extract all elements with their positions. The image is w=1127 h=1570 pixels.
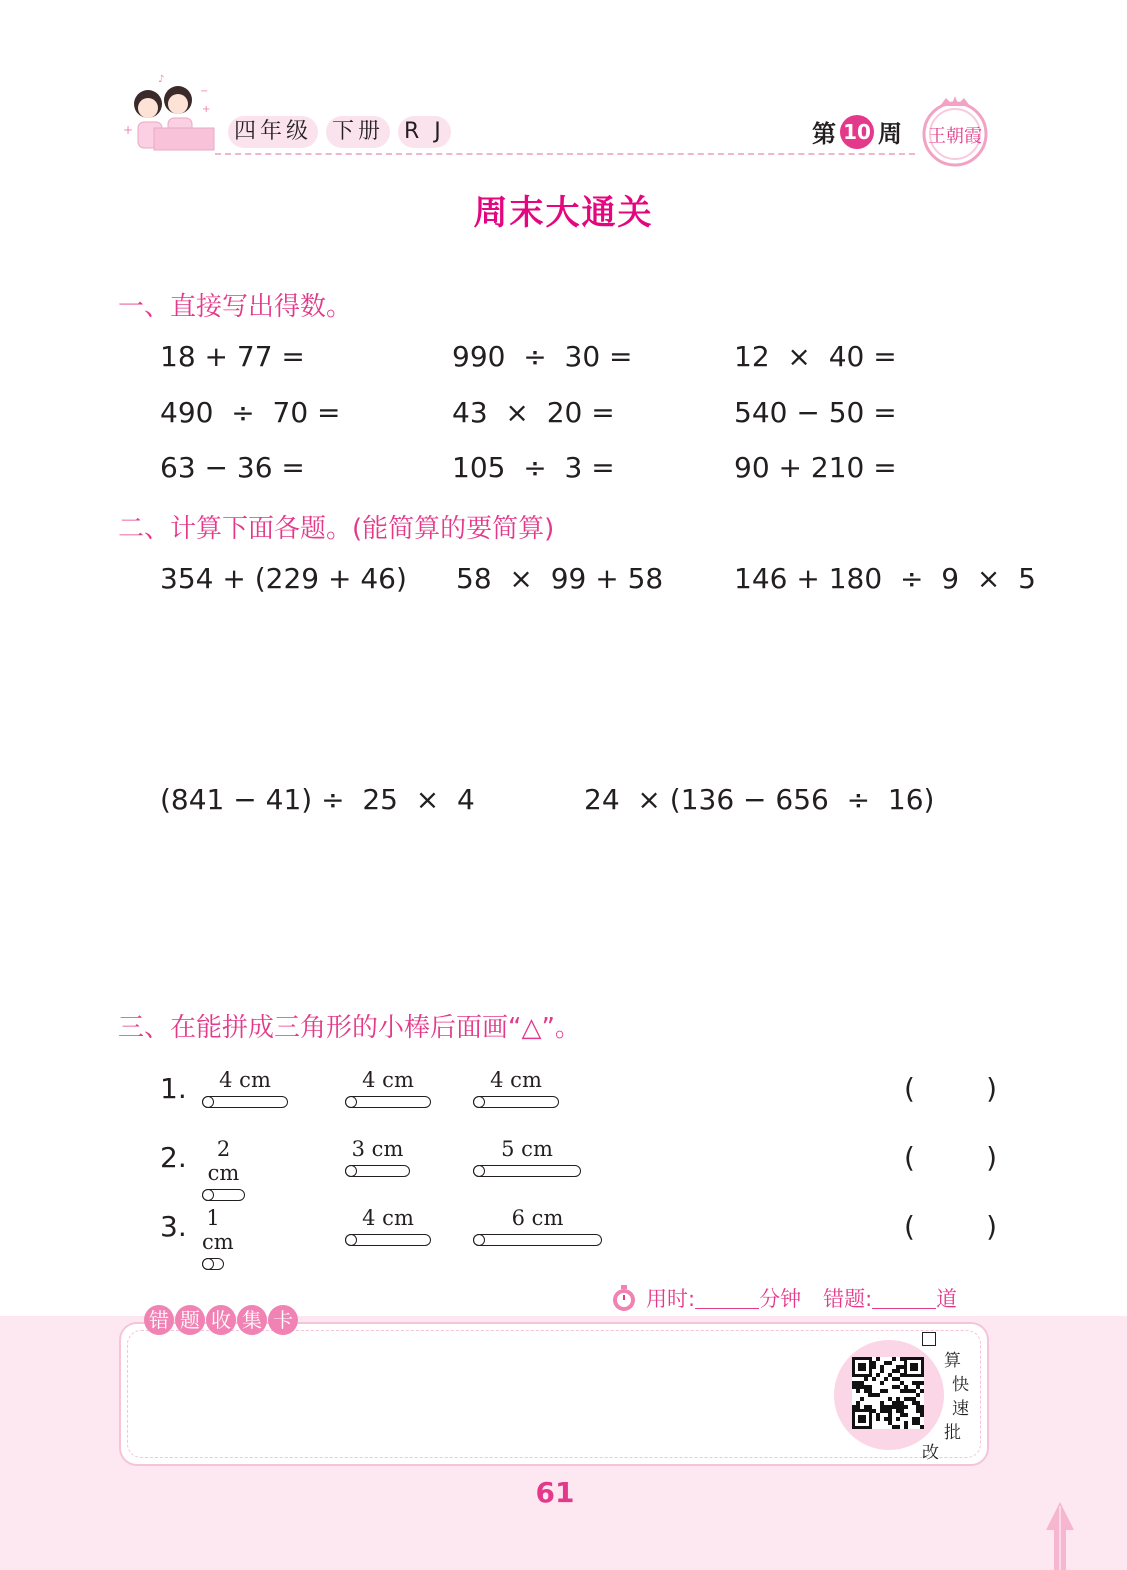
calc-expr: (841 − 41) ÷ 25 × 4: [160, 783, 475, 816]
calc-expr: 58 × 99 + 58: [456, 562, 664, 595]
svg-text:+: +: [202, 104, 211, 115]
stick-length-label: 1 cm: [202, 1206, 234, 1254]
card-title-char: 收: [206, 1305, 236, 1335]
card-title-char: 题: [175, 1305, 205, 1335]
answer-parentheses[interactable]: ( ): [904, 1210, 998, 1243]
children-illustration: [118, 72, 218, 160]
answer-parentheses[interactable]: ( ): [904, 1141, 998, 1174]
seal-logo: [918, 94, 992, 168]
calc-expr: 354 + (229 + 46): [160, 562, 407, 595]
wrong-label: 错题:: [823, 1287, 873, 1311]
stick: [345, 1206, 431, 1246]
section3-title: 三、在能拼成三角形的小棒后面画“△”。: [118, 1013, 581, 1043]
stick-length-label: 3 cm: [351, 1137, 404, 1161]
stick-bar: [202, 1189, 245, 1201]
side-char: 改: [922, 1443, 939, 1463]
side-char: 批: [944, 1423, 961, 1443]
card-title-char: 卡: [268, 1305, 298, 1335]
wrong-blank[interactable]: [872, 1288, 936, 1309]
stick: [345, 1068, 431, 1108]
stick-bar: [473, 1096, 559, 1108]
timer-row: [610, 1283, 957, 1313]
svg-text:王朝霞: 王朝霞: [928, 126, 982, 147]
item-number: 3.: [160, 1210, 187, 1243]
svg-text:−: −: [200, 86, 209, 97]
week-label: [812, 114, 902, 149]
oral-expr: 990 ÷ 30 =: [452, 340, 633, 373]
stick-bar: [473, 1234, 602, 1246]
answer-parentheses[interactable]: ( ): [904, 1072, 998, 1105]
grade-label: [228, 116, 459, 148]
stick: [202, 1068, 288, 1108]
checkbox-icon[interactable]: [922, 1332, 936, 1346]
header-divider: [215, 153, 915, 155]
stick-length-label: 2 cm: [207, 1137, 240, 1185]
calc-expr: 24 × (136 − 656 ÷ 16): [584, 783, 935, 816]
oral-expr: 540 − 50 =: [734, 396, 897, 429]
card-title: [144, 1305, 299, 1335]
oral-expr: 105 ÷ 3 =: [452, 451, 615, 484]
stopwatch-icon: [610, 1284, 638, 1312]
stick: [345, 1137, 410, 1177]
stick-bar: [345, 1165, 410, 1177]
stick-length-label: 4 cm: [362, 1068, 414, 1092]
wrong-unit: 道: [936, 1287, 958, 1311]
stick: [202, 1137, 245, 1201]
section1-title: 一、直接写出得数。: [118, 292, 353, 322]
stick-bar: [202, 1096, 288, 1108]
calc-expr: 146 + 180 ÷ 9 × 5: [734, 562, 1036, 595]
stick-bar: [345, 1096, 431, 1108]
time-label: 用时:: [646, 1287, 696, 1311]
side-char: 算: [944, 1351, 961, 1371]
week-number: 10: [840, 115, 874, 149]
item-number: 2.: [160, 1141, 187, 1174]
oral-expr: 90 + 210 =: [734, 451, 897, 484]
stick: [202, 1206, 234, 1270]
stick-bar: [473, 1165, 581, 1177]
stick-length-label: 5 cm: [501, 1137, 553, 1161]
svg-text:+: +: [123, 123, 134, 137]
time-blank[interactable]: [695, 1288, 759, 1309]
oral-expr: 43 × 20 =: [452, 396, 615, 429]
oral-expr: 63 − 36 =: [160, 451, 305, 484]
stick-bar: [345, 1234, 431, 1246]
svg-text:♪: ♪: [158, 74, 165, 85]
page-title: 周末大通关: [473, 193, 654, 233]
week-prefix: 第: [812, 120, 836, 148]
grade-word: 四年级: [228, 116, 318, 148]
page-number: 61: [535, 1476, 575, 1509]
stick-length-label: 4 cm: [219, 1068, 271, 1092]
stick: [473, 1068, 559, 1108]
week-suffix: 周: [878, 120, 902, 148]
edition-word: R J: [398, 116, 451, 148]
stick: [473, 1137, 581, 1177]
stick-length-label: 4 cm: [490, 1068, 542, 1092]
time-unit: 分钟: [759, 1287, 802, 1311]
side-char: 速: [952, 1399, 969, 1419]
section2-title: 二、计算下面各题。(能简算的要简算): [118, 514, 555, 544]
card-title-char: 错: [144, 1305, 174, 1335]
stick-length-label: 6 cm: [511, 1206, 564, 1230]
qr-code-icon[interactable]: [852, 1357, 924, 1429]
oral-expr: 18 + 77 =: [160, 340, 305, 373]
stick-bar: [202, 1258, 224, 1270]
side-char: 快: [952, 1375, 969, 1395]
oral-expr: 490 ÷ 70 =: [160, 396, 341, 429]
item-number: 1.: [160, 1072, 187, 1105]
stick: [473, 1206, 602, 1246]
arrow-up-icon: [1040, 1500, 1080, 1570]
stick-length-label: 4 cm: [362, 1206, 414, 1230]
volume-word: 下册: [326, 116, 390, 148]
card-title-char: 集: [237, 1305, 267, 1335]
oral-expr: 12 × 40 =: [734, 340, 897, 373]
